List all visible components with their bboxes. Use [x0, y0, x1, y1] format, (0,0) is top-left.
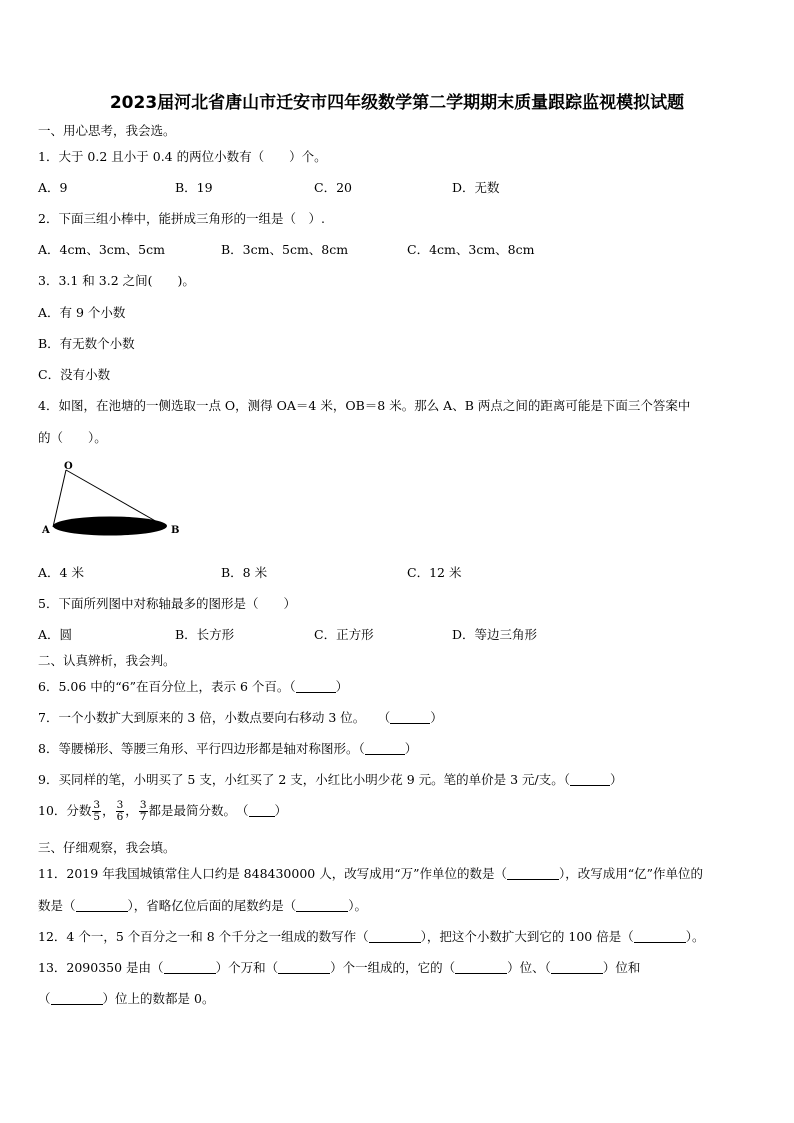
q7-close: ） — [430, 710, 443, 725]
q1-option-c[interactable]: C．20 — [314, 180, 352, 195]
q13-text-d: ）位、（ — [507, 960, 551, 975]
q5-option-a[interactable]: A．圆 — [38, 627, 73, 642]
q10-answer-blank[interactable] — [249, 804, 275, 817]
q11-text-e: ）。 — [348, 898, 368, 913]
q8-text: 8．等腰梯形、等腰三角形、平行四边形都是轴对称图形。（ — [38, 741, 365, 756]
q12-blank-2[interactable] — [634, 930, 686, 943]
q10-sep-1: ， — [102, 803, 115, 818]
section-heading-1: 一、用心思考，我会选。 — [38, 123, 176, 138]
q13-text-b: ）个万和（ — [215, 960, 279, 975]
pond-figure — [36, 455, 196, 545]
q2-option-a[interactable]: A．4cm、3cm、5cm — [38, 242, 165, 257]
q11-blank-3[interactable] — [296, 899, 348, 912]
q13-blank-2[interactable] — [278, 961, 330, 974]
q12-blank-1[interactable] — [369, 930, 421, 943]
q11-blank-1[interactable] — [507, 867, 559, 880]
fraction-3-5: $\frac{3}{5}$ — [93, 799, 101, 823]
question-3-stem: 3．3.1 和 3.2 之间( )。 — [38, 273, 195, 288]
section-heading-2: 二、认真辨析，我会判。 — [38, 653, 176, 668]
label-a: A — [42, 525, 50, 536]
q11-text-c: 数是（ — [38, 898, 76, 913]
q13-blank-5[interactable] — [51, 992, 103, 1005]
q2-option-b[interactable]: B．3cm、5cm、8cm — [221, 242, 349, 257]
q13-text-e: ）位和 — [602, 960, 641, 975]
q9-answer-blank[interactable] — [570, 773, 610, 786]
question-4-stem-line2: 的（ ）。 — [38, 430, 107, 445]
q13-blank-3[interactable] — [455, 961, 507, 974]
q1-option-b[interactable]: B．19 — [175, 180, 213, 195]
page-title: 2023届河北省唐山市迁安市四年级数学第二学期期末质量跟踪监视模拟试题 — [109, 93, 685, 113]
q3-option-b[interactable]: B．有无数个小数 — [38, 336, 135, 351]
question-5-stem: 5．下面所列图中对称轴最多的图形是（ ） — [38, 596, 296, 611]
q8-close: ） — [404, 741, 418, 756]
q7-answer-blank[interactable] — [390, 711, 430, 724]
q12-text-a: 12．4 个一，5 个百分之一和 8 个千分之一组成的数写作（ — [38, 929, 369, 944]
q5-option-c[interactable]: C．正方形 — [314, 627, 374, 642]
q13-blank-1[interactable] — [164, 961, 216, 974]
label-o: O — [64, 461, 73, 472]
q6-text: 6．5.06 中的“6”在百分位上，表示 6 个百。（ — [38, 679, 296, 694]
line-oa — [53, 470, 66, 527]
question-8 — [38, 739, 417, 757]
q2-option-c[interactable]: C．4cm、3cm、8cm — [407, 242, 535, 257]
q12-text-b: ），把这个小数扩大到它的 100 倍是（ — [420, 929, 634, 944]
pond-shape — [53, 517, 167, 536]
q10-prefix: 10．分数 — [38, 803, 92, 818]
q10-sep-2: ， — [125, 803, 138, 818]
q13-text-f: （ — [38, 991, 51, 1006]
q10-close: ） — [274, 803, 288, 818]
q7-text: 7．一个小数扩大到原来的 3 倍，小数点要向右移动 3 位。 （ — [38, 710, 391, 725]
q11-text-d: ），省略亿位后面的尾数约是（ — [127, 898, 297, 913]
q1-option-d[interactable]: D．无数 — [452, 180, 500, 195]
fraction-3-7: $\frac{3}{7}$ — [139, 799, 147, 823]
q11-text-b: ），改写成用“亿”作单位的 — [559, 866, 704, 881]
q8-answer-blank[interactable] — [365, 742, 405, 755]
q3-option-a[interactable]: A．有 9 个小数 — [38, 305, 126, 320]
q13-text-a: 13．2090350 是由（ — [38, 960, 164, 975]
q9-close: ） — [610, 772, 623, 787]
q3-option-c[interactable]: C．没有小数 — [38, 367, 111, 382]
q5-option-b[interactable]: B．长方形 — [175, 627, 235, 642]
q4-option-c[interactable]: C．12 米 — [407, 565, 462, 580]
question-12 — [38, 927, 705, 945]
q4-option-b[interactable]: B．8 米 — [221, 565, 268, 580]
question-11-line2 — [38, 896, 367, 914]
q5-option-d[interactable]: D．等边三角形 — [452, 627, 538, 642]
q6-answer-blank[interactable] — [296, 680, 336, 693]
section-heading-3: 三、仔细观察，我会填。 — [38, 840, 176, 855]
question-9 — [38, 770, 623, 788]
question-13-line1 — [38, 958, 640, 976]
question-4-stem-line1: 4．如图，在池塘的一侧选取一点 O，测得 OA＝4 米，OB＝8 米。那么 A、B 两点之间的距离可能是下面三个答案中 — [38, 398, 691, 413]
question-6 — [38, 677, 348, 695]
q11-text-a: 11．2019 年我国城镇常住人口约是 848430000 人，改写成用“万”作单位的数是（ — [38, 866, 507, 881]
label-b: B — [171, 525, 180, 536]
question-13-line2 — [38, 989, 214, 1007]
q11-blank-2[interactable] — [76, 899, 128, 912]
question-10 — [38, 800, 287, 823]
q12-text-c: ）。 — [685, 929, 705, 944]
question-11-line1 — [38, 864, 703, 882]
q13-blank-4[interactable] — [551, 961, 603, 974]
q1-option-a[interactable]: A．9 — [38, 180, 68, 195]
question-7 — [38, 708, 443, 726]
q4-option-a[interactable]: A．4 米 — [38, 565, 84, 580]
question-1-stem: 1．大于 0.2 且小于 0.4 的两位小数有（ ）个。 — [38, 149, 327, 164]
fraction-3-6: $\frac{3}{6}$ — [116, 799, 124, 823]
q6-close: ） — [335, 679, 349, 694]
question-2-stem: 2．下面三组小棒中，能拼成三角形的一组是（ ）. — [38, 211, 325, 226]
q13-text-g: ）位上的数都是 0。 — [102, 991, 215, 1006]
q10-suffix: 都是最简分数。 （ — [148, 803, 249, 818]
q9-text: 9．买同样的笔，小明买了 5 支，小红买了 2 支，小红比小明少花 9 元。笔的单价是 3 元/支。（ — [38, 772, 571, 787]
q13-text-c: ）个一组成的，它的（ — [330, 960, 456, 975]
